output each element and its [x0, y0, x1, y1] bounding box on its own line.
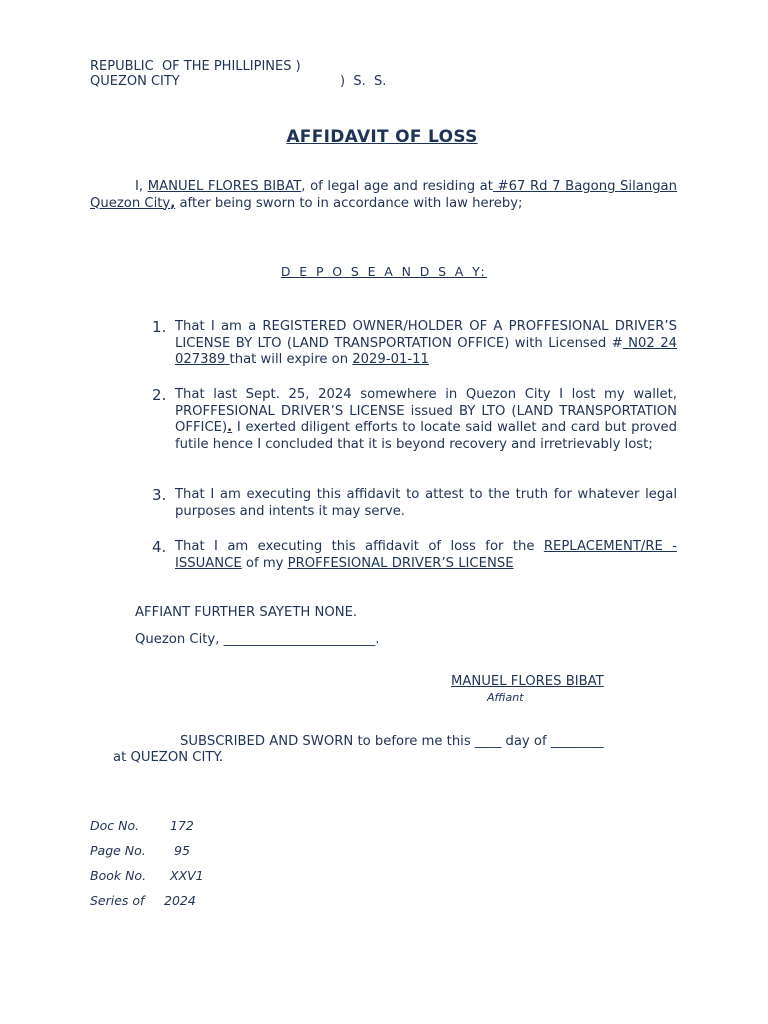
series-label: Series of	[90, 893, 145, 908]
series-value: 2024	[164, 893, 196, 908]
item-number: 1.	[152, 318, 167, 336]
page-no-value: 95	[174, 843, 190, 858]
list-item-4: 4. That I am executing this affidavit of loss for the REPLACEMENT/RE - ISSUANCE of my PROFFESIONAL DRIVER’S LICENSE	[152, 538, 677, 571]
book-no-label: Book No.	[90, 868, 147, 883]
venue-ss: ) S. S.	[340, 74, 387, 89]
license-number: N02 24 027389	[175, 335, 677, 367]
affiant-name: MANUEL FLORES BIBAT	[147, 179, 302, 194]
lost-document: PROFFESIONAL DRIVER’S LICENSE	[287, 555, 514, 571]
jurat-line-2: at QUEZON CITY.	[113, 750, 224, 765]
jurat-line-1: SUBSCRIBED AND SWORN to before me this ____ day of ________	[180, 734, 604, 749]
item-number: 4.	[152, 538, 167, 556]
list-item-2: 2. That last Sept. 25, 2024 somewhere in Quezon City I lost my wallet, PROFFESIONAL DRIVER’S LICENSE issued BY LTO (LAND TRANSPORTATION OFFICE). I exerted diligent efforts to locate said wallet and card but proved futile hence I concluded that it is beyond recovery and irretrievably lost;	[152, 386, 677, 452]
purpose: REPLACEMENT/RE - ISSUANCE	[175, 539, 677, 571]
intro-paragraph: I, MANUEL FLORES BIBAT, of legal age and residing at #67 Rd 7 Bagong Silangan Quezon City, after being sworn to in accordance with law hereby;	[90, 179, 678, 211]
signature-caption: Affiant	[487, 691, 524, 704]
doc-no-value: 172	[170, 818, 194, 833]
doc-no-label: Doc No.	[90, 818, 140, 833]
further-sayeth: AFFIANT FURTHER SAYETH NONE.	[135, 605, 358, 620]
signature-name: MANUEL FLORES BIBAT	[451, 674, 604, 689]
item-number: 2.	[152, 386, 167, 404]
venue-line-republic: REPUBLIC OF THE PHILLIPINES )	[90, 59, 301, 74]
affiant-address: #67 Rd 7 Bagong Silangan Quezon City	[90, 179, 678, 211]
page-no-label: Page No.	[90, 843, 146, 858]
depose-heading: D E P O S E A N D S A Y:	[280, 264, 488, 279]
license-expiry: 2029-01-11	[352, 352, 429, 367]
list-item-3: 3. That I am executing this affidavit to attest to the truth for whatever legal purposes and intents it may serve.	[152, 486, 677, 519]
list-item-1: 1. That I am a REGISTERED OWNER/HOLDER OF A PROFFESIONAL DRIVER’S LICENSE BY LTO (LAND TRANSPORTATION OFFICE) with Licensed # N02 24 027389 that will expire on 2029-01-11	[152, 318, 677, 367]
item-number: 3.	[152, 486, 167, 504]
book-no-value: XXV1	[170, 868, 204, 883]
venue-line-city: QUEZON CITY	[90, 74, 180, 89]
document-title: AFFIDAVIT OF LOSS	[286, 127, 478, 147]
place-date-line: Quezon City, _______________________.	[135, 632, 380, 647]
